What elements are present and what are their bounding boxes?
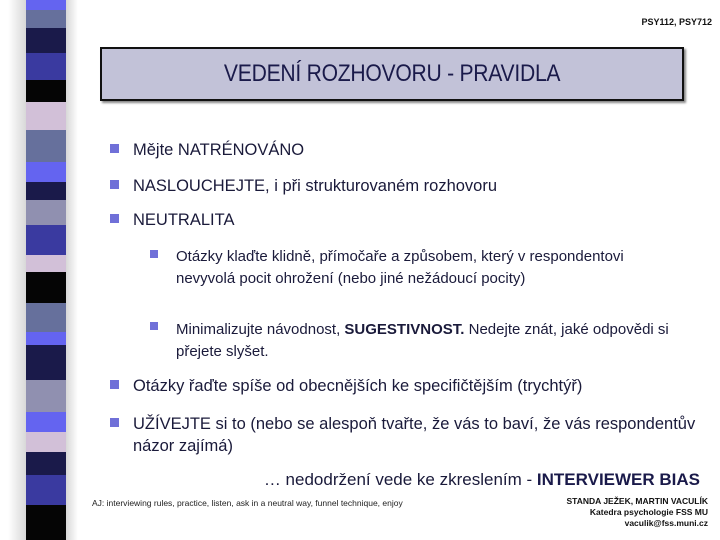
stripe (26, 0, 66, 10)
authors-block (566, 496, 708, 529)
bullet-icon (110, 180, 119, 189)
stripe (26, 80, 66, 102)
stripe (26, 380, 66, 412)
course-code: PSY112, PSY712 (641, 17, 712, 27)
stripe (26, 53, 66, 80)
sub-bullet-icon (150, 322, 158, 330)
email: vaculik@fss.muni.cz (624, 518, 708, 528)
stripe (26, 130, 66, 162)
stripe (26, 200, 66, 225)
bullet-icon (110, 418, 119, 427)
stripe (26, 272, 66, 303)
stripe (26, 345, 66, 380)
sub-bullet-2: Minimalizujte návodnost, SUGESTIVNOST. Nedejte znát, jaké odpovědi si přejete slyšet. (176, 321, 669, 360)
bullet-2: NASLOUCHEJTE, i při strukturovaném rozhovoru (133, 177, 498, 195)
stripe (26, 225, 66, 255)
stripe (26, 102, 66, 130)
stripe (26, 452, 66, 475)
stripe (26, 505, 66, 540)
sub-bullet-icon (150, 250, 158, 258)
decorative-stripe-bar (26, 0, 66, 540)
english-keywords: AJ: interviewing rules, practice, listen, ask in a neutral way, funnel technique, enjoy (92, 498, 403, 508)
stripe (26, 255, 66, 272)
bullet-icon (110, 214, 119, 223)
stripe (26, 412, 66, 432)
stripe (26, 303, 66, 332)
authors: STANDA JEŽEK, MARTIN VACULÍK (566, 496, 708, 506)
stripe (26, 162, 66, 182)
stripe (26, 182, 66, 200)
bullet-icon (110, 380, 119, 389)
bullet-1: Mějte NATRÉNOVÁNO (133, 141, 305, 159)
stripe (26, 10, 66, 28)
conclusion: … nedodržení vede ke zkreslením - INTERVIEWER BIAS (263, 470, 700, 489)
bullet-5: UŽÍVEJTE si to (nebo se alespoň tvařte, že vás to baví, že vás respondentův názor zajímá) (133, 415, 696, 455)
sub-bullet-1: Otázky klaďte klidně, přímočaře a způsobem, který v respondentovi nevyvolá pocit ohrožení (nebo jiné nežádoucí pocity) (176, 248, 624, 287)
stripe (26, 432, 66, 452)
department: Katedra psychologie FSS MU (589, 507, 708, 517)
bullet-3: NEUTRALITA (133, 211, 235, 229)
stripe (26, 332, 66, 345)
stripe (26, 475, 66, 505)
stripe (26, 28, 66, 53)
bullet-icon (110, 144, 119, 153)
title-box (100, 47, 684, 101)
slide-title: VEDENÍ ROZHOVORU - PRAVIDLA (223, 60, 561, 87)
bullet-4: Otázky řaďte spíše od obecnějších ke specifičtějším (trychtýř) (133, 377, 583, 395)
